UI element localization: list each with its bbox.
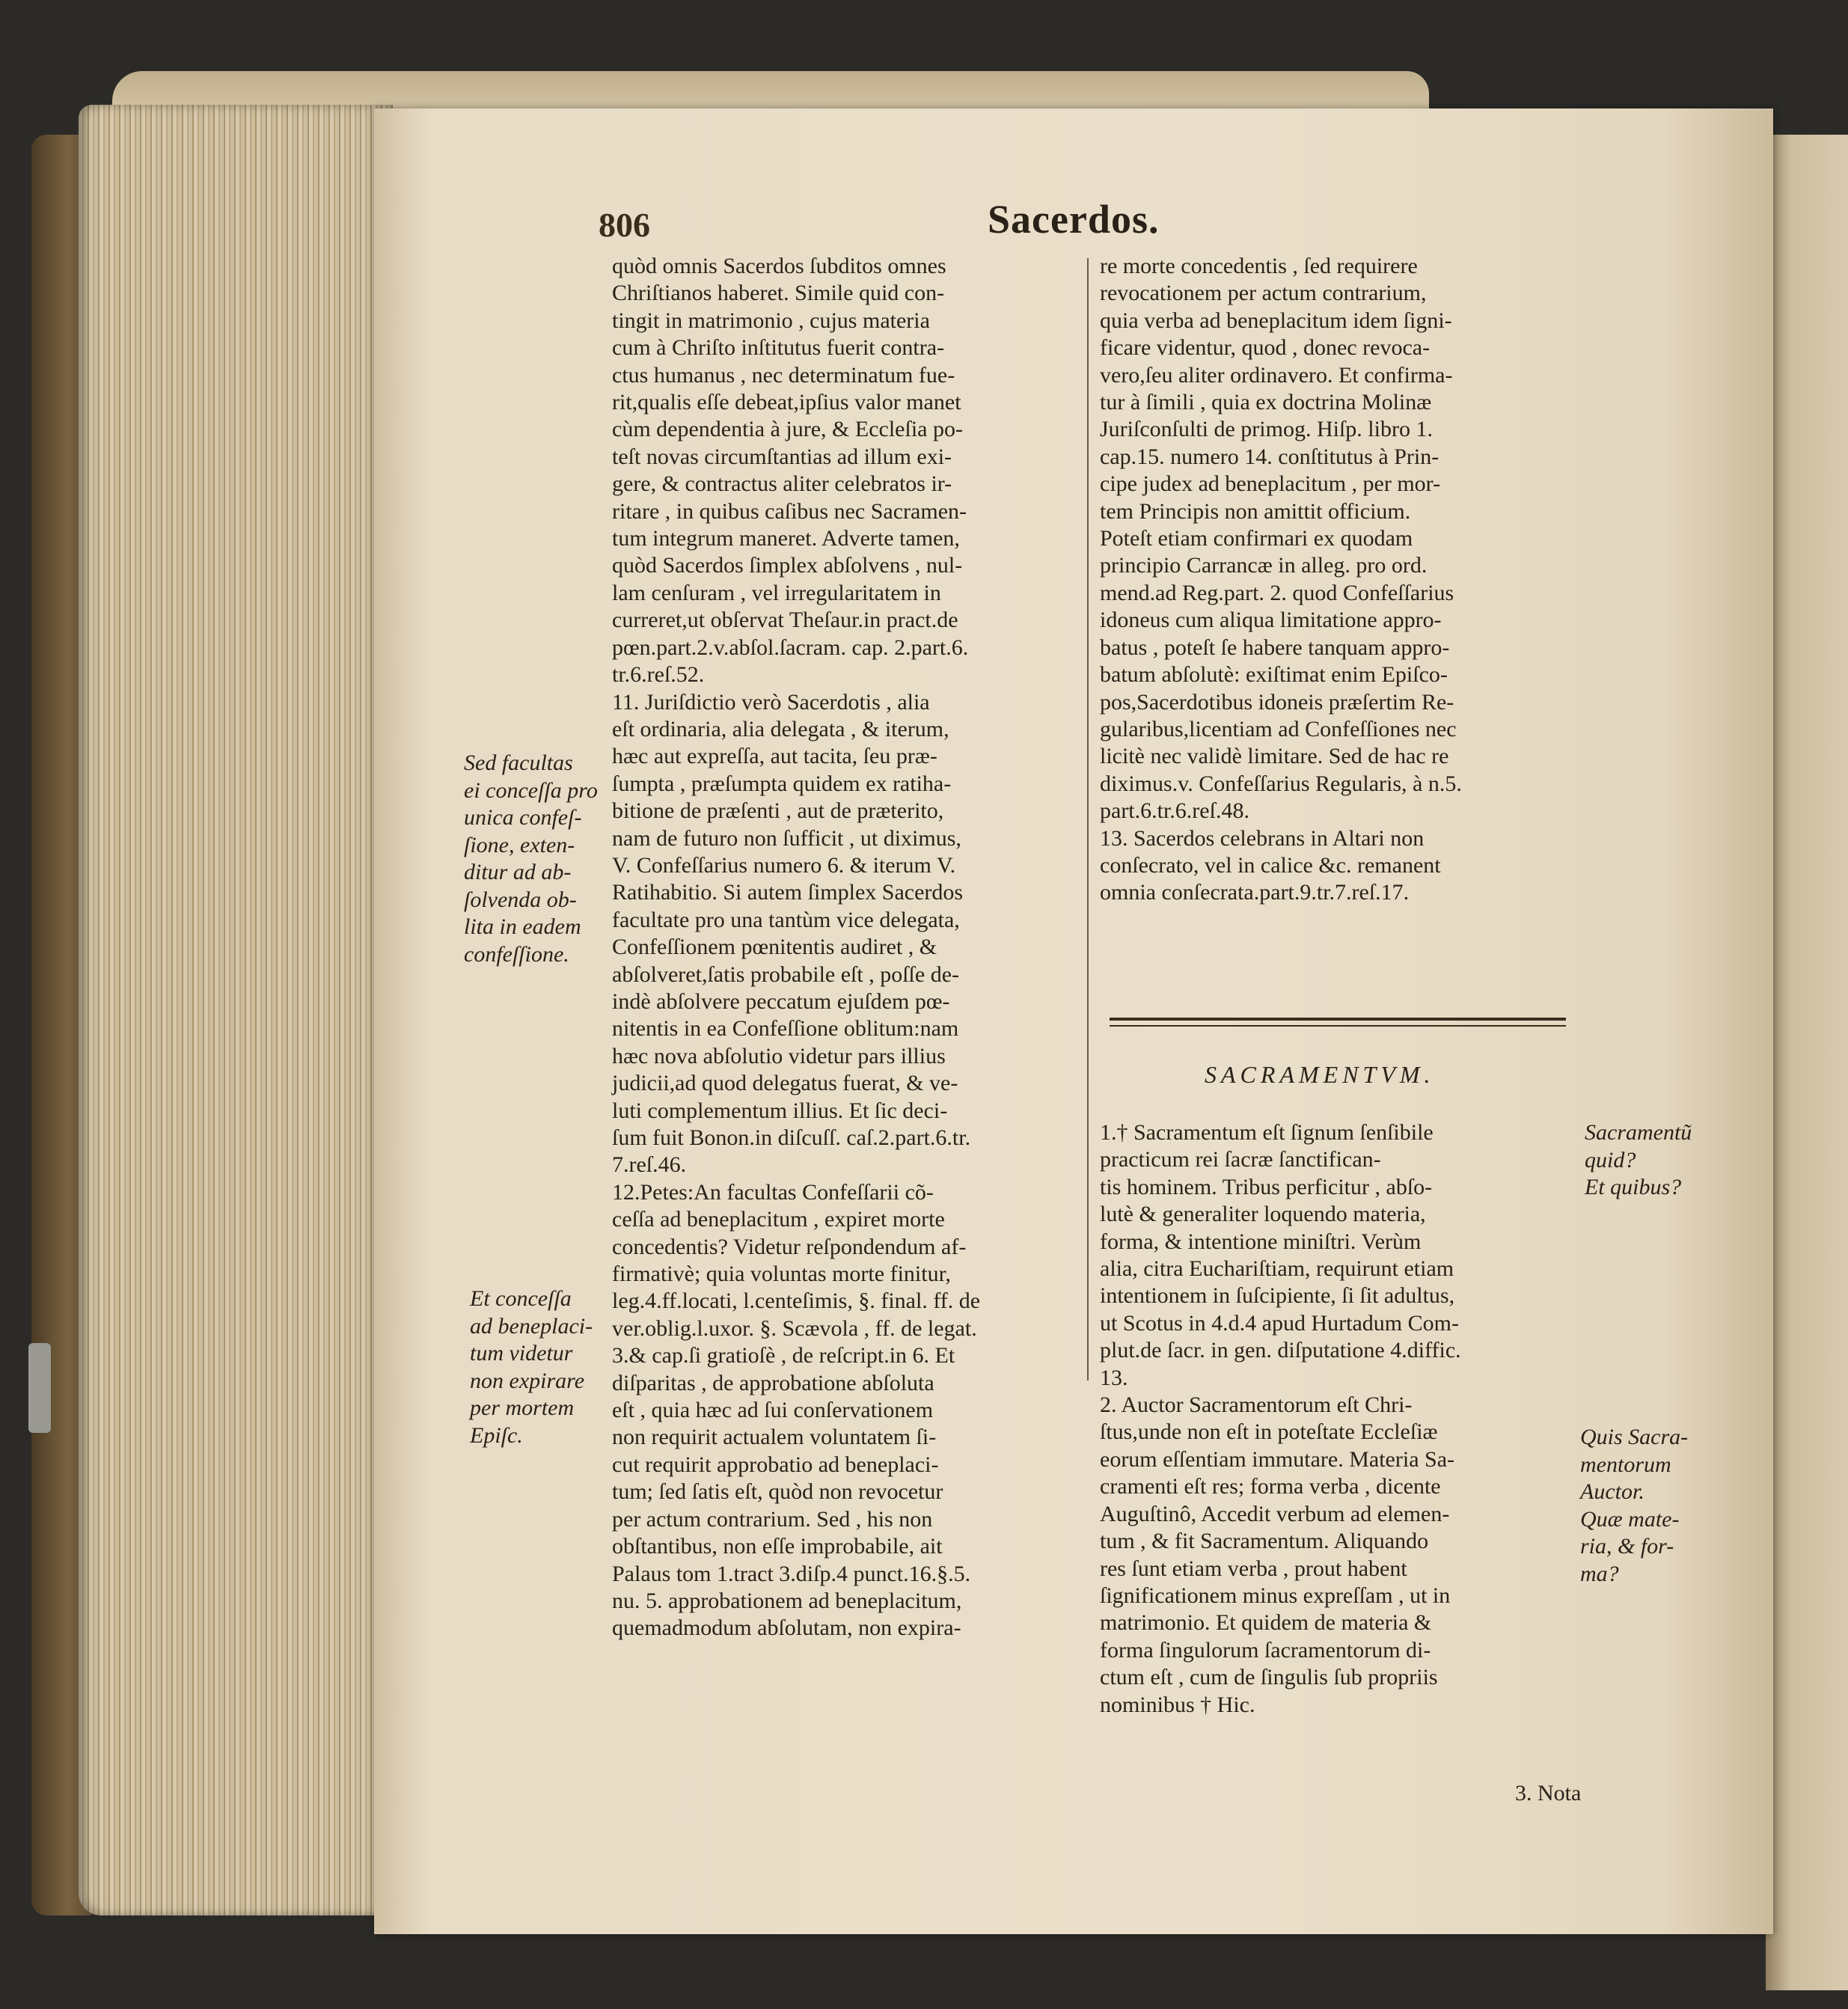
text-line: V. Confeſſarius numero 6. & iterum V.	[612, 852, 956, 878]
text-line: gularibus,licentiam ad Confeſſiones nec	[1100, 716, 1457, 741]
text-line: tur à ſimili , quia ex doctrina Molinæ	[1100, 390, 1432, 415]
text-line: hæc aut expreſſa, aut tacita, ſeu præ-	[612, 744, 937, 769]
text-line: forma ſingulorum ſacramentorum di-	[1100, 1637, 1431, 1663]
margin-note-left-2	[470, 1285, 593, 1449]
text-line: vero,ſeu aliter ordinavero. Et confirma-	[1100, 362, 1453, 388]
text-line: cramenti eſt res; forma verba , dicente	[1100, 1474, 1441, 1499]
text-line: hæc nova abſolutio videtur pars illius	[612, 1043, 946, 1068]
margin-note-line: ſolvenda ob-	[464, 887, 577, 912]
text-line: eorum eſſentiam immutare. Materia Sa-	[1100, 1446, 1454, 1472]
text-line: nominibus † Hic.	[1100, 1692, 1255, 1717]
margin-note-line: ei conceſſa pro	[464, 777, 598, 803]
text-line: plut.de ſacr. in gen. diſputatione 4.diffic.	[1100, 1338, 1461, 1363]
text-line: tum , & fit Sacramentum. Aliquando	[1100, 1529, 1429, 1554]
left-text-column	[612, 253, 1098, 1642]
text-line: 2. Auctor Sacramentorum eſt Chri-	[1100, 1392, 1413, 1418]
text-line: ut Scotus in 4.d.4 apud Hurtadum Com-	[1100, 1310, 1459, 1336]
text-line: ctum eſt , cum de ſingulis ſub propriis	[1100, 1665, 1438, 1690]
text-line: 13. Sacerdos celebrans in Altari non	[1100, 825, 1425, 851]
text-line: judicii,ad quod delegatus fuerat, & ve-	[612, 1071, 958, 1096]
text-line: pos,Sacerdotibus idoneis præſertim Re-	[1100, 689, 1454, 715]
text-line: tum integrum maneret. Adverte tamen,	[612, 526, 960, 551]
text-line: pœn.part.2.v.abſol.ſacram. cap. 2.part.6.	[612, 634, 969, 660]
margin-note-line: Quis Sacra-	[1580, 1425, 1689, 1449]
text-line: 1.† Sacramentum eſt ſignum ſenſibile	[1100, 1120, 1434, 1145]
margin-note-line: per mortem	[470, 1395, 575, 1420]
text-line: practicum rei ſacræ ſanctifican-	[1100, 1147, 1381, 1172]
text-line: ficare videntur, quod , donec revoca-	[1100, 335, 1431, 361]
text-line: curreret,ut obſervat Theſaur.in pract.de	[612, 608, 958, 633]
text-line: indè abſolvere peccatum ejuſdem pœ-	[612, 988, 950, 1014]
text-line: Palaus tom 1.tract 3.diſp.4 punct.16.§.5.	[612, 1561, 971, 1586]
text-line: alia, citra Euchariſtiam, requirunt etiam	[1100, 1256, 1454, 1282]
margin-note-line: quid?	[1585, 1147, 1636, 1172]
text-line: 7.reſ.46.	[612, 1152, 687, 1178]
text-line: intentionem in ſuſcipiente, ſi ſit adultus,	[1100, 1283, 1455, 1309]
text-line: tis hominem. Tribus perficitur , abſo-	[1100, 1174, 1433, 1199]
text-line: tr.6.reſ.52.	[612, 662, 705, 688]
text-line: lam cenſuram , vel irregularitatem in	[612, 580, 941, 605]
margin-note-right-1	[1585, 1119, 1692, 1202]
margin-note-line: Quæ mate-	[1580, 1506, 1680, 1532]
margin-note-line: ma?	[1580, 1561, 1619, 1586]
text-line: firmativè; quia voluntas morte finitur,	[612, 1262, 951, 1287]
text-line: batus , poteſt ſe habere tanquam appro-	[1100, 634, 1450, 660]
text-line: licitè nec validè limitare. Sed de hac re	[1100, 744, 1449, 769]
margin-note-left-1	[464, 750, 598, 968]
facing-page-edge	[1766, 135, 1848, 1990]
text-line: non requirit actualem voluntatem ſi-	[612, 1425, 937, 1450]
text-line: Chriſtianos haberet. Simile quid con-	[612, 281, 945, 306]
text-line: cipe judex ad beneplacitum , per mor-	[1100, 471, 1441, 497]
margin-note-line: mentorum	[1580, 1452, 1671, 1477]
text-line: abſolveret,ſatis probabile eſt , poſſe de-	[612, 961, 960, 987]
text-line: batum abſolutè: exiſtimat enim Epiſco-	[1100, 662, 1448, 688]
text-line: quemadmodum abſolutam, non expira-	[612, 1615, 961, 1641]
margin-note-line: Et conceſſa	[470, 1286, 572, 1311]
text-line: omnia conſecrata.part.9.tr.7.reſ.17.	[1100, 880, 1410, 905]
metal-clasp	[28, 1343, 51, 1433]
text-line: Confeſſionem pœnitentis audiret , &	[612, 935, 937, 960]
text-line: revocationem per actum contrarium,	[1100, 281, 1427, 306]
text-line: ritare , in quibus caſibus nec Sacramen-	[612, 498, 967, 524]
margin-note-line: Sed facultas	[464, 750, 573, 775]
margin-note-line: Sacramentũ	[1585, 1120, 1692, 1145]
text-line: idoneus cum aliqua limitatione appro-	[1100, 608, 1442, 633]
text-line: bitione de præſenti , aut de præterito,	[612, 798, 944, 824]
text-line: leg.4.ff.locati, l.centeſimis, §. final. ff. de	[612, 1288, 981, 1314]
text-line: ver.oblig.l.uxor. §. Scævola , ff. de legat.	[612, 1315, 977, 1341]
margin-note-line: confeſſione.	[464, 941, 569, 967]
text-line: nitentis in ea Confeſſione oblitum:nam	[612, 1016, 959, 1042]
text-line: forma, & intentione miniſtri. Verùm	[1100, 1229, 1422, 1254]
text-line: matrimonio. Et quidem de materia &	[1100, 1610, 1432, 1636]
text-line: quòd Sacerdos ſimplex abſolvens , nul-	[612, 553, 963, 578]
text-line: ctus humanus , nec determinatum fue-	[612, 362, 955, 388]
margin-note-line: ſione, exten-	[464, 832, 575, 857]
text-line: cum à Chriſto inſtitutus fuerit contra-	[612, 335, 945, 361]
text-line: nam de futuro non ſufficit , ut diximus,	[612, 825, 961, 851]
text-line: ſignificationem minus expreſſam , ut in	[1100, 1583, 1451, 1608]
margin-note-line: non expirare	[470, 1368, 585, 1393]
margin-note-line: Et quibus?	[1585, 1175, 1682, 1199]
margin-note-line: Auctor.	[1580, 1479, 1644, 1504]
text-line: 11. Juriſdictio verò Sacerdotis , alia	[612, 689, 930, 715]
text-line: 13.	[1100, 1365, 1128, 1390]
text-line: part.6.tr.6.reſ.48.	[1100, 798, 1249, 824]
text-line: re morte concedentis , ſed requirere	[1100, 254, 1418, 278]
margin-note-line: lita in eadem	[464, 914, 581, 939]
page-header	[599, 196, 1571, 248]
text-line: tem Principis non amittit officium.	[1100, 498, 1411, 524]
text-line: conſecrato, vel in calice &c. remanent	[1100, 852, 1441, 878]
text-line: gere, & contractus aliter celebratos ir-	[612, 471, 952, 497]
text-line: ſtus,unde non eſt in poteſtate Eccleſiæ	[1100, 1419, 1438, 1445]
text-line: rit,qualis eſſe debeat,ipſius valor manet	[612, 390, 961, 415]
text-line: 3.& cap.ſi gratioſè , de reſcript.in 6. Et	[612, 1343, 955, 1369]
section-title: SACRAMENTVM.	[1205, 1061, 1435, 1088]
page-edges	[79, 105, 393, 1915]
text-line: eſt ordinaria, alia delegata , & iterum,	[612, 716, 949, 741]
text-line: quòd omnis Sacerdos ſubditos omnes	[612, 254, 946, 278]
margin-note-line: tum videtur	[470, 1341, 573, 1366]
text-line: cap.15. numero 14. conſtitutus à Prin-	[1100, 444, 1439, 469]
running-head: Sacerdos.	[988, 197, 1160, 242]
text-line: per actum contrarium. Sed , his non	[612, 1506, 933, 1532]
text-line: tingit in matrimonio , cujus materia	[612, 308, 930, 333]
text-line: mend.ad Reg.part. 2. quod Confeſſarius	[1100, 580, 1454, 605]
page-number: 806	[599, 206, 650, 244]
margin-note-line: ditur ad ab-	[464, 860, 572, 884]
text-line: diximus.v. Confeſſarius Regularis, à n.5.	[1100, 771, 1462, 796]
text-line: res ſunt etiam verba , prout habent	[1100, 1556, 1407, 1581]
text-line: luti complementum illius. Et ſic deci-	[612, 1098, 948, 1123]
right-text-column-bottom	[1100, 1119, 1579, 1719]
margin-note-line: unica confeſ-	[464, 805, 582, 830]
margin-note-line: ad beneplaci-	[470, 1313, 593, 1339]
text-line: obſtantibus, non eſſe improbabile, ait	[612, 1534, 943, 1559]
text-line: teſt novas circumſtantias ad illum exi-	[612, 444, 952, 469]
right-text-column-top	[1100, 253, 1579, 907]
text-line: principio Carrancæ in alleg. pro ord.	[1100, 553, 1428, 578]
text-line: ceſſa ad beneplacitum , expiret morte	[612, 1207, 945, 1232]
text-line: Juriſconſulti de primog. Hiſp. libro 1.	[1100, 417, 1433, 442]
margin-note-right-2	[1580, 1424, 1688, 1588]
text-line: cut requirit approbatio ad beneplaci-	[612, 1452, 939, 1477]
text-line: Auguſtinô, Accedit verbum ad elemen-	[1100, 1501, 1450, 1526]
text-line: ſum fuit Bonon.in diſcuſſ. caſ.2.part.6.tr.	[612, 1125, 971, 1150]
margin-note-line: ria, & for-	[1580, 1534, 1674, 1559]
text-line: cùm dependentia à jure, & Eccleſia po-	[612, 417, 963, 442]
text-line: Ratihabitio. Si autem ſimplex Sacerdos	[612, 880, 964, 905]
text-line: Poteſt etiam confirmari ex quodam	[1100, 526, 1413, 551]
text-line: eſt , quia hæc ad ſui conſervationem	[612, 1398, 934, 1423]
catchword: 3. Nota	[1515, 1781, 1582, 1805]
column-divider	[1087, 258, 1089, 1380]
text-line: quia verba ad beneplacitum idem ſigni-	[1100, 308, 1452, 333]
text-line: tum; ſed ſatis eſt, quòd non revocetur	[612, 1479, 943, 1505]
text-line: nu. 5. approbationem ad beneplacitum,	[612, 1588, 962, 1613]
section-rule	[1110, 1018, 1566, 1027]
margin-note-line: Epiſc.	[470, 1422, 523, 1448]
text-line: facultate pro una tantùm vice delegata,	[612, 907, 960, 932]
text-line: concedentis? Videtur reſpondendum af-	[612, 1234, 967, 1259]
text-line: lutè & generaliter loquendo materia,	[1100, 1202, 1426, 1227]
text-line: diſparitas , de approbatione abſoluta	[612, 1370, 934, 1395]
text-line: ſumpta , præſumpta quidem ex ratiha-	[612, 771, 952, 796]
text-line: 12.Petes:An facultas Confeſſarii cõ-	[612, 1179, 934, 1205]
